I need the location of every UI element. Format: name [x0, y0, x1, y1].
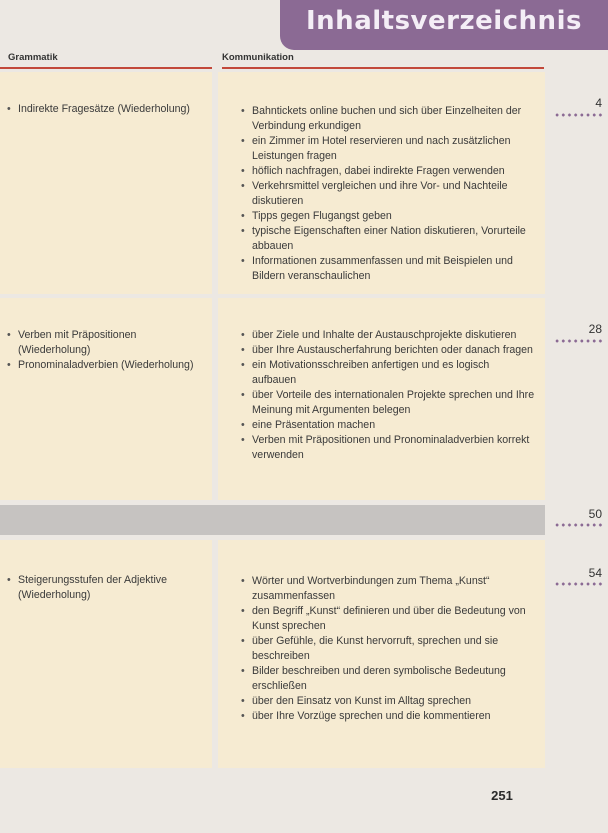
list-item: • über Vorteile des internationalen Projekte sprechen und Ihre Meinung mit Argumenten belegen — [240, 388, 536, 418]
list-item: • Verben mit Präpositionen (Wiederholung) — [6, 328, 211, 358]
list-item: • höflich nachfragen, dabei indirekte Fragen verwenden — [240, 164, 536, 179]
column-header-grammatik: Grammatik — [8, 52, 58, 63]
page-title: Inhaltsverzeichnis — [306, 6, 582, 36]
list-item: • ein Zimmer im Hotel reservieren und nach zusätzlichen Leistungen fragen — [240, 134, 536, 164]
dotted-leader-1 — [554, 113, 604, 117]
page-ref-2[interactable]: 28 — [588, 322, 602, 336]
list-item: • typische Eigenschaften einer Nation diskutieren, Vorurteile abbauen — [240, 224, 536, 254]
list-item: • eine Präsentation machen — [240, 418, 536, 433]
list-item: • Wörter und Wortverbindungen zum Thema „Kunst“ zusammenfassen — [240, 574, 536, 604]
page-ref-4[interactable]: 54 — [588, 566, 602, 580]
column-header-kommunikation: Kommunikation — [222, 52, 294, 63]
page-ref-1[interactable]: 4 — [595, 96, 602, 110]
separator-band — [0, 505, 545, 535]
page-number: 251 — [491, 788, 513, 803]
header-rule-left — [0, 67, 212, 69]
list-item: • über Ihre Austauscherfahrung berichten oder danach fragen — [240, 343, 536, 358]
list-item: • ein Motivationsschreiben anfertigen und es logisch aufbauen — [240, 358, 536, 388]
page-ref-3[interactable]: 50 — [588, 507, 602, 521]
grammatik-list-2 — [6, 328, 211, 373]
grammatik-list-4 — [6, 573, 211, 603]
dotted-leader-4 — [554, 582, 604, 586]
kommunikation-cell-2 — [218, 298, 545, 500]
list-item: • Pronominaladverbien (Wiederholung) — [6, 358, 211, 373]
list-item: • Informationen zusammenfassen und mit Beispielen und Bildern veranschaulichen — [240, 254, 536, 284]
grammatik-cell-1 — [0, 72, 212, 294]
list-item: • über Ziele und Inhalte der Austauschprojekte diskutieren — [240, 328, 536, 343]
dotted-leader-2 — [554, 339, 604, 343]
list-item: • Verben mit Präpositionen und Pronominaladverbien korrekt verwenden — [240, 433, 536, 463]
grammatik-list-1 — [6, 102, 211, 117]
list-item: • über Gefühle, die Kunst hervorruft, sprechen und sie beschreiben — [240, 634, 536, 664]
list-item: • Steigerungsstufen der Adjektive (Wiederholung) — [6, 573, 211, 603]
list-item: • Bahntickets online buchen und sich über Einzelheiten der Verbindung erkundigen — [240, 104, 536, 134]
dotted-leader-3 — [554, 523, 604, 527]
kommunikation-list-1 — [240, 104, 536, 284]
header-rule-right — [222, 67, 544, 69]
list-item: • den Begriff „Kunst“ definieren und über die Bedeutung von Kunst sprechen — [240, 604, 536, 634]
list-item: • über Ihre Vorzüge sprechen und die kommentieren — [240, 709, 536, 724]
kommunikation-cell-1 — [218, 72, 545, 294]
kommunikation-list-2 — [240, 328, 536, 463]
grammatik-cell-2 — [0, 298, 212, 500]
list-item: • Verkehrsmittel vergleichen und ihre Vor- und Nachteile diskutieren — [240, 179, 536, 209]
kommunikation-cell-4 — [218, 540, 545, 768]
list-item: • Bilder beschreiben und deren symbolische Bedeutung erschließen — [240, 664, 536, 694]
list-item: • Indirekte Fragesätze (Wiederholung) — [6, 102, 211, 117]
kommunikation-list-4 — [240, 574, 536, 724]
list-item: • Tipps gegen Flugangst geben — [240, 209, 536, 224]
grammatik-cell-4 — [0, 540, 212, 768]
list-item: • über den Einsatz von Kunst im Alltag sprechen — [240, 694, 536, 709]
